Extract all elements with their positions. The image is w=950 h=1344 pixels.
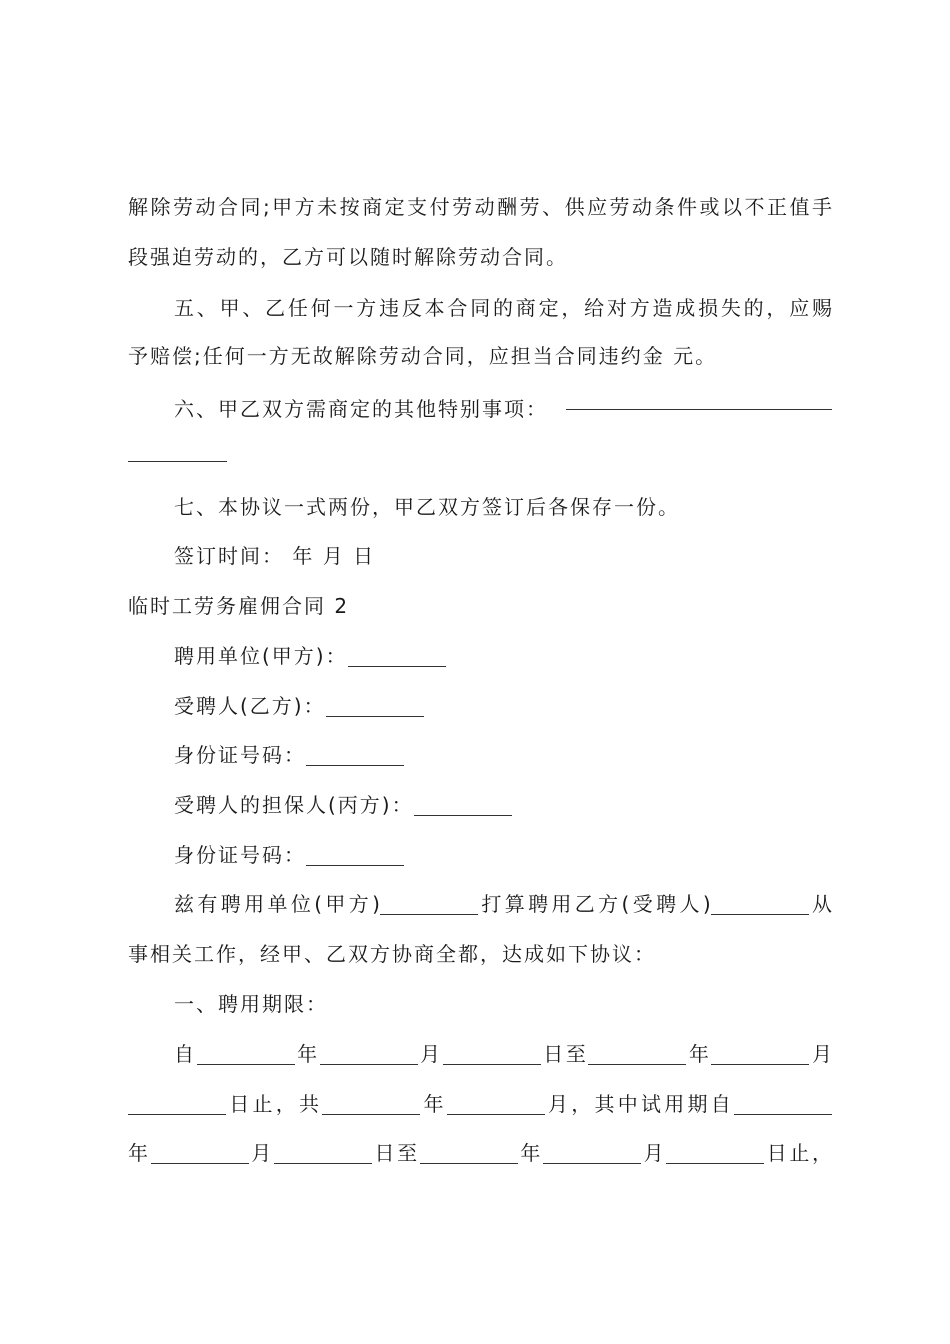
intro-blank2 bbox=[711, 894, 809, 915]
blank-line-special-items bbox=[566, 409, 832, 410]
term-blank bbox=[443, 1044, 541, 1065]
field-guarantor bbox=[174, 791, 832, 819]
term-yue: 月 bbox=[640, 1141, 667, 1165]
para7-text: 七、本协议一式两份，甲乙双方签订后各保存一份。 bbox=[174, 495, 680, 519]
term-blank bbox=[320, 1044, 418, 1065]
field-id1-label: 身份证号码： bbox=[174, 743, 306, 767]
intro-part3: 从 bbox=[808, 892, 833, 916]
field-id2-blank bbox=[306, 845, 404, 866]
field-id1-blank bbox=[306, 745, 404, 766]
term-shiyong: ，其中试用期自 bbox=[571, 1092, 734, 1116]
term-yue: 月 bbox=[248, 1141, 274, 1165]
term-rizhi: 日至 bbox=[371, 1141, 420, 1165]
term-nian: 年 bbox=[686, 1042, 712, 1066]
term-yue: 月 bbox=[417, 1042, 443, 1066]
term-blank bbox=[420, 1143, 518, 1164]
intro-line1 bbox=[174, 890, 832, 918]
term-rizhi-end: 日止， bbox=[764, 1141, 833, 1165]
term-yue: 月 bbox=[809, 1042, 833, 1066]
term-blank bbox=[666, 1143, 764, 1164]
field-employer-blank bbox=[348, 646, 446, 667]
term-nian: 年 bbox=[517, 1141, 543, 1165]
term-nian: 年 bbox=[420, 1092, 447, 1116]
intro-blank1 bbox=[380, 894, 478, 915]
intro-part2: 打算聘用乙方(受聘人) bbox=[477, 892, 711, 916]
term-line2 bbox=[128, 1090, 832, 1118]
field-employee-label: 受聘人(乙方)： bbox=[174, 694, 326, 718]
term-blank bbox=[734, 1094, 832, 1115]
blank-line-special-items-cont bbox=[128, 461, 227, 462]
term-rizhi-end: 日止， bbox=[226, 1092, 299, 1116]
term-gong: 共 bbox=[299, 1092, 323, 1116]
para6-text: 六、甲乙双方需商定的其他特别事项： bbox=[174, 397, 548, 421]
term-line1 bbox=[174, 1040, 832, 1068]
term-blank bbox=[197, 1044, 295, 1065]
sign-time: 签订时间： 年 月 日 bbox=[174, 544, 376, 568]
term-blank bbox=[322, 1094, 420, 1115]
term-blank bbox=[447, 1094, 545, 1115]
intro-part1: 兹有聘用单位(甲方) bbox=[174, 892, 380, 916]
para4-line1: 解除劳动合同;甲方未按商定支付劳动酬劳、供应劳动条件或以不正值手 bbox=[128, 195, 832, 219]
term-line3 bbox=[128, 1139, 832, 1167]
intro-line2: 事相关工作，经甲、乙双方协商全都，达成如下协议： bbox=[128, 942, 656, 966]
term-blank bbox=[274, 1143, 372, 1164]
field-guarantor-label: 受聘人的担保人(丙方)： bbox=[174, 793, 414, 817]
term-blank bbox=[151, 1143, 249, 1164]
field-id2 bbox=[174, 841, 832, 869]
term-nian: 年 bbox=[128, 1141, 151, 1165]
contract2-title: 临时工劳务雇佣合同 2 bbox=[128, 594, 350, 618]
field-id2-label: 身份证号码： bbox=[174, 843, 306, 867]
para4-line2: 段强迫劳动的，乙方可以随时解除劳动合同。 bbox=[128, 245, 568, 269]
field-employee bbox=[174, 692, 832, 720]
field-employer bbox=[174, 642, 832, 670]
section1-heading: 一、聘用期限： bbox=[174, 992, 328, 1016]
term-blank bbox=[128, 1094, 226, 1115]
term-yue: 月 bbox=[544, 1092, 572, 1116]
term-blank bbox=[588, 1044, 686, 1065]
field-employee-blank bbox=[326, 696, 424, 717]
term-blank bbox=[711, 1044, 809, 1065]
para5-line2: 予赔偿;任何一方无故解除劳动合同，应担当合同违约金 元。 bbox=[128, 344, 718, 368]
field-employer-label: 聘用单位(甲方)： bbox=[174, 644, 348, 668]
term-rizhi: 日至 bbox=[540, 1042, 589, 1066]
term-nian: 年 bbox=[294, 1042, 320, 1066]
para5-line1: 五、甲、乙任何一方违反本合同的商定，给对方造成损失的，应赐 bbox=[174, 296, 832, 320]
term-blank bbox=[543, 1143, 641, 1164]
field-guarantor-blank bbox=[414, 795, 512, 816]
term-zi: 自 bbox=[174, 1042, 197, 1066]
field-id1 bbox=[174, 741, 832, 769]
